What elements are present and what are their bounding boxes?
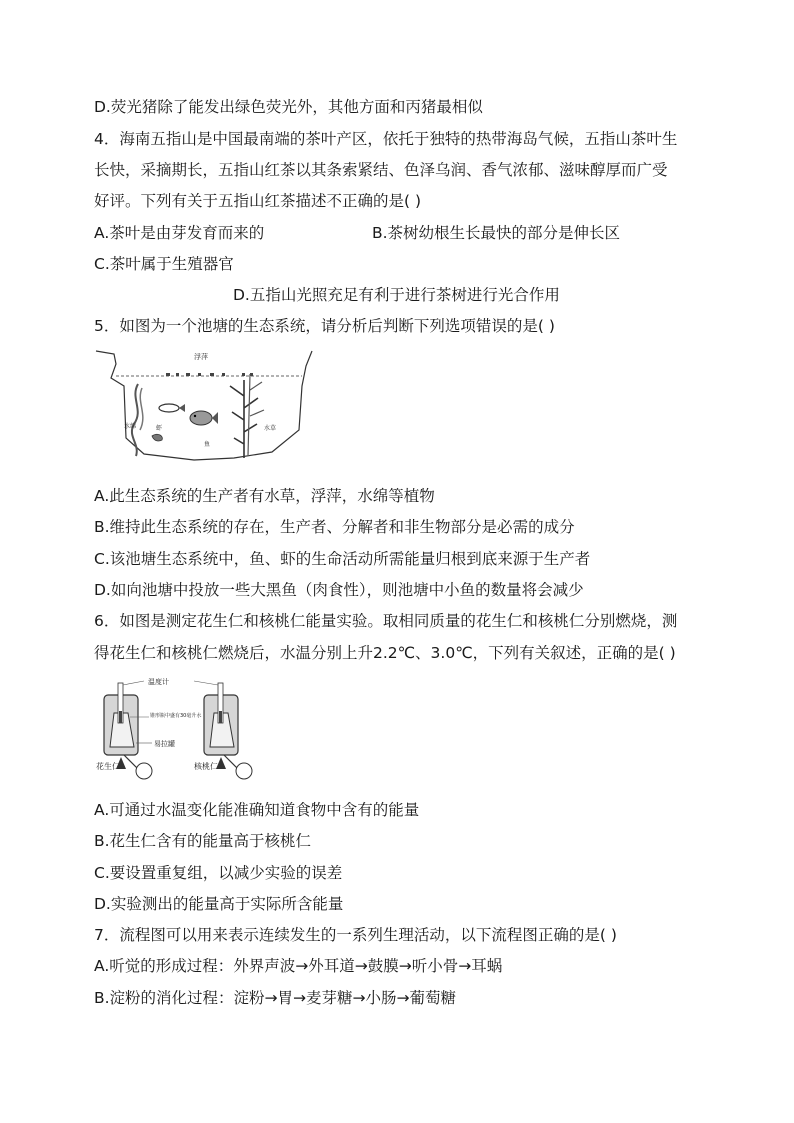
q6-stem-line-2: 得花生仁和核桃仁燃烧后，水温分别上升2.2℃、3.0℃，下列有关叙述，正确的是( ) [94, 644, 676, 662]
q4-stem-line-1: 4．海南五指山是中国最南端的茶叶产区，依托于独特的热带海岛气候，五指山茶叶生 [94, 130, 678, 148]
q6-option-a: A.可通过水温变化能准确知道食物中含有的能量 [94, 801, 420, 819]
q7-option-a: A.听觉的形成过程：外界声波→外耳道→鼓膜→听小骨→耳蜗 [94, 957, 503, 975]
q5-stem: 5．如图为一个池塘的生态系统，请分析后判断下列选项错误的是( ) [94, 317, 555, 335]
q4-option-d: D.五指山光照充足有利于进行茶树进行光合作用 [233, 286, 560, 304]
q7-stem: 7．流程图可以用来表示连续发生的一系列生理活动，以下流程图正确的是( ) [94, 926, 617, 944]
q7-option-b: B.淀粉的消化过程：淀粉→胃→麦芽糖→小肠→葡萄糖 [94, 989, 457, 1007]
q3-option-d: D.荧光猪除了能发出绿色荧光外，其他方面和丙猪最相似 [94, 98, 483, 116]
pond-label-right-plant: 水草 [264, 425, 277, 432]
q4-option-a: A.茶叶是由芽发育而来的 [94, 224, 265, 242]
q6-stem-line-1: 6．如图是测定花生仁和核桃仁能量实验。取相同质量的花生仁和核桃仁分别燃烧，测 [94, 612, 678, 630]
pond-label-fish: 鱼 [204, 441, 211, 448]
q6-option-c: C.要设置重复组，以减少实验的误差 [94, 864, 343, 882]
q6-option-b: B.花生仁含有的能量高于核桃仁 [94, 832, 312, 850]
q5-option-d: D.如向池塘中投放一些大黑鱼（肉食性），则池塘中小鱼的数量将会减少 [94, 581, 584, 599]
q5-option-a: A.此生态系统的生产者有水草，浮萍，水绵等植物 [94, 487, 435, 505]
q4-stem-line-3: 好评。下列有关于五指山红茶描述不正确的是( ) [94, 192, 422, 210]
q6-option-d: D.实验测出的能量高于实际所含能量 [94, 895, 344, 913]
q4-stem-line-2: 长快，采摘期长，五指山红茶以其条索紧结、色泽乌润、香气浓郁、滋味醇厚而广受 [94, 161, 668, 179]
label-walnut: 核桃仁 [194, 762, 218, 771]
q5-option-c: C.该池塘生态系统中，鱼、虾的生命活动所需能量归根到底来源于生产者 [94, 550, 591, 568]
label-can: 易拉罐 [154, 740, 175, 748]
pond-label-left-plant: 水绵 [124, 423, 137, 430]
pond-label-top: 浮萍 [194, 353, 208, 361]
pond-label-shrimp: 虾 [156, 425, 163, 432]
pond-ecosystem-figure [94, 346, 322, 470]
label-thermometer: 温度计 [148, 678, 169, 686]
q5-option-b: B.维持此生态系统的存在，生产者、分解者和非生物部分是必需的成分 [94, 518, 575, 536]
q4-option-b: B.茶树幼根生长最快的部分是伸长区 [372, 224, 621, 242]
energy-experiment-figure [94, 673, 262, 787]
q4-option-c: C.茶叶属于生殖器官 [94, 255, 234, 273]
label-peanut: 花生仁 [96, 762, 120, 771]
label-flask-water: 锥形瓶中盛有30毫升水 [150, 713, 202, 719]
